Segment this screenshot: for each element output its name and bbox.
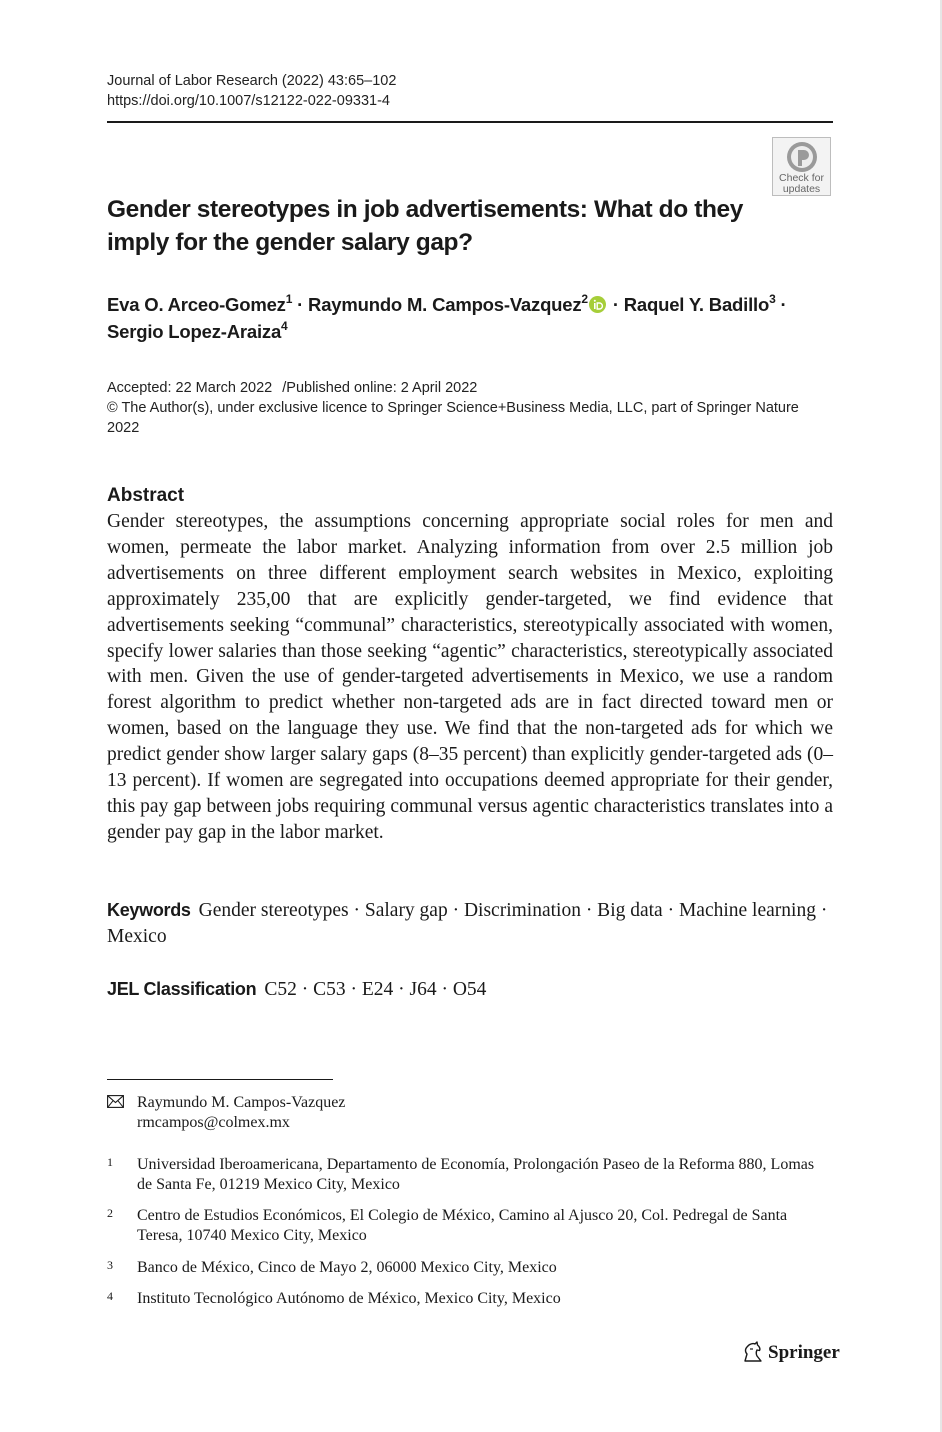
jel-section [107,976,833,1003]
journal-citation: Journal of Labor Research (2022) 43:65–102 [107,73,397,89]
publication-dates [107,378,833,438]
journal-header [107,71,396,111]
affiliation-number: 3 [107,1258,113,1272]
keywords-label: Keywords [107,900,191,920]
affiliation-number: 1 [107,1155,113,1169]
author-affiliation-mark: 3 [769,292,776,306]
correspondence-email[interactable]: rmcampos@colmex.mx [137,1114,290,1131]
affiliation-text: Instituto Tecnológico Autónomo de México, Mexico City, Mexico [137,1290,561,1307]
author-affiliation-mark: 1 [285,292,293,306]
springer-horse-icon [741,1341,763,1363]
affiliation-text: Universidad Iberoamericana, Departamento de Economía, Prolongación Paseo de la Reforma 880, Lomas de Santa Fe, 01219 Mexico City, Mexico [137,1156,815,1193]
affiliation-number: 2 [107,1206,113,1220]
affiliation-number: 4 [107,1289,113,1303]
author-affiliation-mark: 2 [581,292,588,306]
header-rule [107,121,833,123]
author-name[interactable]: Eva O. Arceo-Gomez [107,294,286,315]
check-for-updates-line2: updates [782,183,821,195]
published-date: /Published online: 2 April 2022 [282,380,478,396]
orcid-icon[interactable] [589,296,606,313]
accepted-date: Accepted: 22 March 2022 [107,380,273,396]
publisher-name: Springer [768,1342,840,1363]
author-affiliation-mark: 4 [281,319,288,333]
check-for-updates-line1: Check for [779,172,824,184]
doi-link[interactable]: https://doi.org/10.1007/s12122-022-09331-4 [107,93,390,109]
affiliation-text: Banco de México, Cinco de Mayo 2, 06000 Mexico City, Mexico [137,1259,557,1276]
copyright-notice: © The Author(s), under exclusive licence to Springer Science+Business Media, LLC, part of Springer Nature 2022 [107,400,799,436]
affiliation-text: Centro de Estudios Económicos, El Colegio de México, Camino al Ajusco 20, Col. Pedregal de Santa Teresa, 10740 Mexico City, Mexico [137,1207,788,1244]
jel-label: JEL Classification [107,979,257,999]
abstract-heading: Abstract [107,485,185,506]
envelope-icon [107,1095,124,1108]
abstract-text: Gender stereotypes, the assumptions concerning appropriate social roles for men and women, permeate the labor market. Analyzing information from over 2.5 million job advertisements on three different employment search websites in Mexico, exploiting approximately 235,00 that are explicitly gender-targeted, we find evidence that advertisements seeking “communal” characteristics, stereotypically associated with women, specify lower salaries than those seeking “agentic” characteristics, stereotypically associated with men. Given the use of gender-targeted advertisements in Mexico, we use a random forest algorithm to predict whether non-targeted ads are in fact directed toward men or women, based on the language they use. We find that the non-targeted ads for which we predict gender show larger salary gaps (8–35 percent) than explicitly gender-targeted ads (0–13 percent). If women are segregated into occupations deemed appropriate for their gender, this pay gap between jobs requiring communal versus agentic characteristics translates into a gender pay gap in the labor market. [107,511,833,843]
keywords-section [107,897,833,950]
correspondence-name: Raymundo M. Campos-Vazquez [137,1094,346,1111]
check-for-updates-badge[interactable] [772,137,831,196]
author-name[interactable]: Raymundo M. Campos-Vazquez [308,294,582,315]
jel-codes: C52 · C53 · E24 · J64 · O54 [264,979,487,1000]
paper-title: Gender stereotypes in job advertisements: What do they imply for the gender salary gap? [107,196,743,256]
keywords-text: Gender stereotypes · Salary gap · Discrimination · Big data · Machine learning · Mexico [107,900,828,947]
check-for-updates-icon [785,141,819,173]
author-list: Eva O. Arceo-Gomez$^1$ · Raymundo M. Campos-Vazquez$^2$ · Raquel Y. Badillo$^3$ · Sergio Lopez-Araiza$^4$ [107,292,787,342]
author-name[interactable]: Sergio Lopez-Araiza [107,321,282,342]
author-name[interactable]: Raquel Y. Badillo [623,294,770,315]
footnote-rule [107,1079,333,1080]
